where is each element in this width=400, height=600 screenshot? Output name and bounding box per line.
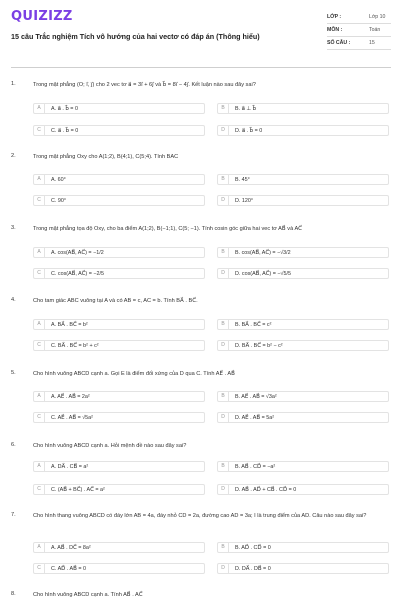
option-text: C. AE⃗ . AB⃗ = √5a² bbox=[51, 414, 93, 421]
option-a[interactable] bbox=[33, 247, 205, 258]
option-text: B. AE⃗ . AB⃗ = √3a² bbox=[235, 393, 277, 400]
option-letter: A bbox=[34, 320, 45, 329]
option-letter: A bbox=[34, 248, 45, 257]
question-number: 1. bbox=[11, 81, 16, 87]
header-divider bbox=[11, 67, 391, 68]
option-letter: B bbox=[218, 175, 229, 184]
option-c[interactable] bbox=[33, 195, 205, 206]
question-number: 6. bbox=[11, 442, 16, 448]
option-letter: B bbox=[218, 248, 229, 257]
meta-value: 15 bbox=[369, 40, 375, 46]
option-letter: A bbox=[34, 392, 45, 401]
option-letter: C bbox=[34, 269, 45, 278]
option-letter: D bbox=[218, 126, 229, 135]
option-letter: D bbox=[218, 341, 229, 350]
option-text: C. 90° bbox=[51, 197, 67, 204]
meta-table bbox=[327, 11, 391, 50]
question-text: Trong mặt phẳng (O; i⃗, j⃗) cho 2 vec tơ a⃗ = 3i⃗ + 6j⃗ và b⃗ = 8i⃗ − 4j⃗. Kết luận nào sau đây sai? bbox=[33, 82, 256, 88]
option-text: D. BA⃗ . BC⃗ = b² − c² bbox=[235, 342, 283, 349]
option-a[interactable] bbox=[33, 461, 205, 472]
option-text: A. cos(AB⃗, AC⃗) = −1/2 bbox=[51, 249, 104, 256]
option-letter: D bbox=[218, 485, 229, 494]
option-letter: D bbox=[218, 269, 229, 278]
option-d[interactable] bbox=[217, 125, 389, 136]
option-text: C. (AB⃗ + BC⃗) . AC⃗ = a² bbox=[51, 486, 105, 493]
question-text: Trong mặt phẳng tọa độ Oxy, cho ba điểm A(1;2), B(−1;1), C(5; −1). Tính cosin góc giữa hai vec tơ AB⃗ và AC⃗ bbox=[33, 226, 303, 232]
option-letter: B bbox=[218, 104, 229, 113]
meta-value: Toán bbox=[369, 27, 381, 33]
meta-key: LỚP : bbox=[327, 14, 342, 20]
option-text: A. a⃗ . b⃗ = 0 bbox=[51, 105, 78, 112]
option-c[interactable] bbox=[33, 125, 205, 136]
option-text: B. a⃗ ⊥ b⃗ bbox=[235, 105, 257, 112]
option-text: A. AE⃗ . AB⃗ = 2a² bbox=[51, 393, 90, 400]
option-text: A. 60° bbox=[51, 176, 66, 183]
option-b[interactable] bbox=[217, 174, 389, 185]
option-letter: C bbox=[34, 485, 45, 494]
option-letter: A bbox=[34, 175, 45, 184]
question-number: 2. bbox=[11, 153, 16, 159]
option-text: D. 120° bbox=[235, 197, 254, 204]
question-number: 5. bbox=[11, 370, 16, 376]
option-a[interactable] bbox=[33, 319, 205, 330]
question-number: 3. bbox=[11, 225, 16, 231]
option-b[interactable] bbox=[217, 319, 389, 330]
option-text: D. AE⃗ . AB⃗ = 5a² bbox=[235, 414, 275, 421]
option-b[interactable] bbox=[217, 247, 389, 258]
option-text: C. a⃗ . b⃗ = 0 bbox=[51, 127, 79, 134]
option-d[interactable] bbox=[217, 195, 389, 206]
option-letter: D bbox=[218, 196, 229, 205]
question-text: Cho tam giác ABC vuông tại A và có AB = c, AC = b. Tính BA⃗ . BC⃗. bbox=[33, 298, 198, 304]
option-letter: B bbox=[218, 320, 229, 329]
option-a[interactable] bbox=[33, 174, 205, 185]
option-a[interactable] bbox=[33, 542, 205, 553]
option-d[interactable] bbox=[217, 484, 389, 495]
option-b[interactable] bbox=[217, 391, 389, 402]
option-text: D. cos(AB⃗, AC⃗) = −√5/5 bbox=[235, 270, 291, 277]
option-text: B. AB⃗ . CD⃗ = −a² bbox=[235, 463, 276, 470]
page-title: 15 câu Trắc nghiệm Tích vô hướng của hai vectơ có đáp án (Thông hiểu) bbox=[11, 32, 260, 41]
question-text: Trong mặt phẳng Oxy cho A(1;2), B(4;1), C(5;4). Tính BAC bbox=[33, 154, 179, 160]
option-text: B. 45° bbox=[235, 176, 250, 183]
option-letter: C bbox=[34, 126, 45, 135]
option-text: D. DA⃗ . DB⃗ = 0 bbox=[235, 565, 271, 572]
option-text: A. DA⃗ . CB⃗ = a² bbox=[51, 463, 89, 470]
option-letter: C bbox=[34, 413, 45, 422]
option-letter: D bbox=[218, 413, 229, 422]
option-d[interactable] bbox=[217, 268, 389, 279]
option-c[interactable] bbox=[33, 268, 205, 279]
option-d[interactable] bbox=[217, 412, 389, 423]
option-letter: A bbox=[34, 462, 45, 471]
option-b[interactable] bbox=[217, 103, 389, 114]
option-c[interactable] bbox=[33, 340, 205, 351]
option-letter: C bbox=[34, 341, 45, 350]
option-text: D. AB⃗ . AD⃗ + CB⃗ . CD⃗ = 0 bbox=[235, 486, 297, 493]
option-c[interactable] bbox=[33, 412, 205, 423]
option-text: C. BA⃗ . BC⃗ = b² + c² bbox=[51, 342, 99, 349]
option-d[interactable] bbox=[217, 563, 389, 574]
option-letter: C bbox=[34, 564, 45, 573]
option-text: B. AD⃗ . CD⃗ = 0 bbox=[235, 544, 271, 551]
meta-key: SỐ CÂU : bbox=[327, 40, 351, 46]
meta-row-count bbox=[327, 37, 391, 50]
option-text: A. BA⃗ . BC⃗ = b² bbox=[51, 321, 88, 328]
option-text: D. a⃗ . b⃗ = 0 bbox=[235, 127, 263, 134]
meta-row-subject bbox=[327, 24, 391, 37]
meta-value: Lớp 10 bbox=[369, 14, 386, 20]
question-text: Cho hình vuông ABCD cạnh a. Tính AB⃗ . AC⃗ bbox=[33, 592, 143, 598]
option-letter: B bbox=[218, 392, 229, 401]
option-letter: B bbox=[218, 543, 229, 552]
option-b[interactable] bbox=[217, 461, 389, 472]
option-letter: D bbox=[218, 564, 229, 573]
option-letter: A bbox=[34, 104, 45, 113]
question-text: Cho hình vuông ABCD cạnh a. Gọi E là điểm đối xứng của D qua C. Tính AE⃗ . AB⃗ bbox=[33, 371, 235, 377]
option-letter: C bbox=[34, 196, 45, 205]
quizizz-logo: QUIZIZZ bbox=[11, 9, 73, 24]
option-text: B. BA⃗ . BC⃗ = c² bbox=[235, 321, 272, 328]
option-a[interactable] bbox=[33, 103, 205, 114]
option-letter: A bbox=[34, 543, 45, 552]
option-text: B. cos(AB⃗, AC⃗) = −√3/2 bbox=[235, 249, 291, 256]
question-text: Cho hình thang vuông ABCD có đáy lớn AB = 4a, đáy nhỏ CD = 2a, đường cao AD = 3a; I là trung điểm của AD. Câu nào sau đây sai? bbox=[33, 513, 367, 519]
meta-key: MÔN : bbox=[327, 27, 343, 33]
option-b[interactable] bbox=[217, 542, 389, 553]
question-number: 8. bbox=[11, 591, 16, 597]
meta-row-class bbox=[327, 11, 391, 24]
option-text: A. AB⃗ . DC⃗ = 8a² bbox=[51, 544, 91, 551]
option-text: C. cos(AB⃗, AC⃗) = −2/5 bbox=[51, 270, 105, 277]
option-d[interactable] bbox=[217, 340, 389, 351]
option-a[interactable] bbox=[33, 391, 205, 402]
option-c[interactable] bbox=[33, 484, 205, 495]
question-number: 4. bbox=[11, 297, 16, 303]
option-c[interactable] bbox=[33, 563, 205, 574]
question-number: 7. bbox=[11, 512, 16, 518]
question-text: Cho hình vuông ABCD cạnh a. Hỏi mệnh đề nào sau đây sai? bbox=[33, 443, 187, 449]
option-letter: B bbox=[218, 462, 229, 471]
option-text: C. AD⃗ . AB⃗ = 0 bbox=[51, 565, 86, 572]
